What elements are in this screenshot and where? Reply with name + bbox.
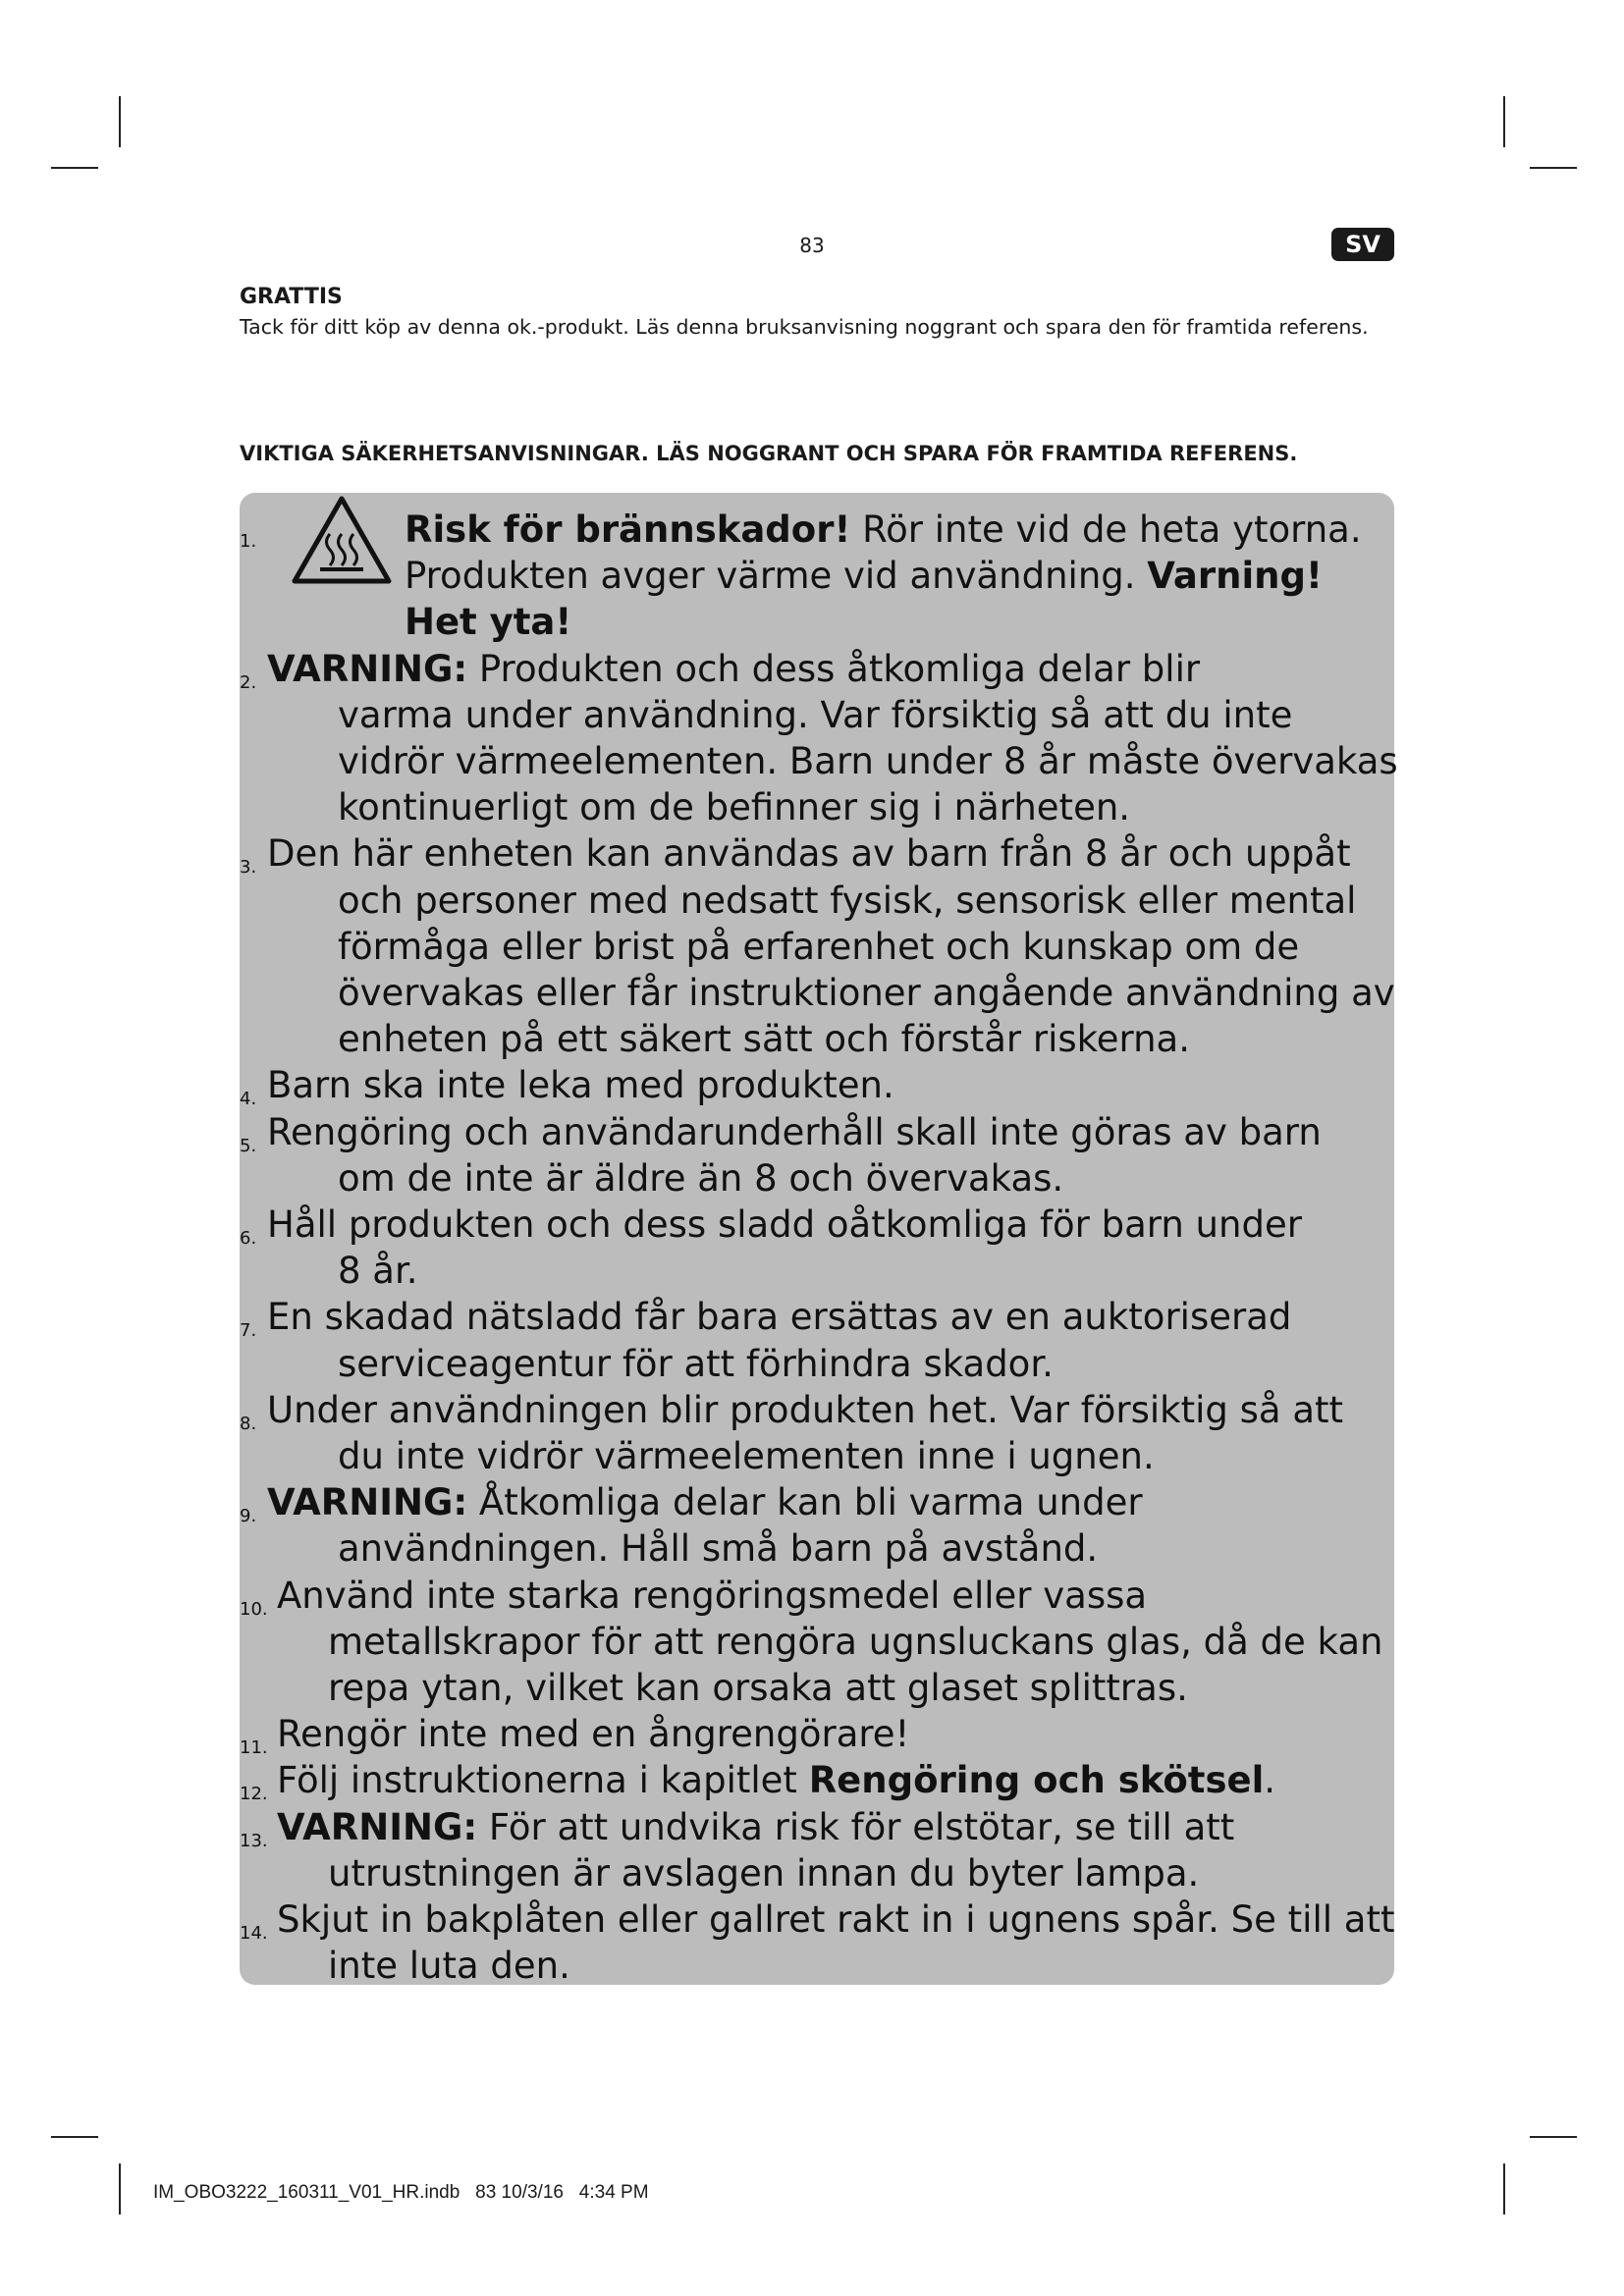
item-line [306,1525,1365,1572]
item-number: 12. [240,1784,268,1805]
safety-item [240,507,1365,646]
crop-mark [1503,2163,1505,2215]
safety-item [240,1201,1365,1294]
safety-item [240,646,1398,831]
item-number: 5. [240,1135,257,1156]
item-line [306,1341,1365,1387]
item-line [267,1062,1365,1108]
text: Använd inte starka rengöringsmedel eller vassa [277,1574,1148,1617]
item-line [306,924,1365,970]
item-number: 1. [240,531,257,552]
safety-item [240,1896,1395,1989]
safety-item [240,1294,1365,1386]
text: Under användningen blir produkten het. Var försiktig så att [267,1388,1344,1431]
intro-title: GRATTIS [240,285,343,309]
text: vidrör värmeelementen. Barn under 8 år måste övervakas [338,740,1398,783]
item-line [306,738,1398,784]
item-line [306,878,1365,924]
crop-mark [51,2136,98,2138]
text: om de inte är äldre än 8 och övervakas. [338,1156,1064,1200]
item-number: 2. [240,671,257,693]
bold-text: VARNING: [267,647,468,690]
safety-item [240,1387,1365,1479]
item-line [405,599,1365,645]
item-line [306,1155,1365,1201]
item-line [277,1711,1365,1757]
text: Produkten avger värme vid användning. [405,555,1148,598]
safety-list [240,507,1398,1990]
item-line [306,1016,1365,1062]
text: användningen. Håll små barn på avstånd. [338,1527,1099,1571]
item-line [306,1433,1365,1479]
bold-text: Varning! [1147,555,1323,598]
item-line [267,646,1365,692]
item-number: 8. [240,1413,257,1434]
intro-section [240,285,1388,341]
page-number: 83 [799,234,825,257]
text: Följ instruktionerna i kapitlet [277,1759,809,1802]
text: metallskrapor för att rengöra ugnsluckans glas, då de kan [328,1620,1383,1663]
item-line [267,1201,1365,1248]
text: Skjut in bakplåten eller gallret rakt in i ugnens spår. Se till att [277,1898,1395,1942]
safety-item [240,1573,1383,1712]
text: Rör inte vid de heta ytorna. [850,508,1362,551]
item-line [267,1387,1365,1433]
item-line [405,553,1365,599]
item-line [306,1248,1365,1294]
text: varma under användning. Var försiktig så att du inte [338,693,1293,736]
text: serviceagentur för att förhindra skador. [338,1342,1054,1385]
text: övervakas eller får instruktioner angående användning av [338,972,1395,1015]
text: kontinuerligt om de befinner sig i närheten. [338,786,1131,829]
item-number: 14. [240,1923,268,1945]
item-line [306,1619,1383,1665]
safety-heading: VIKTIGA SÄKERHETSANVISNINGAR. LÄS NOGGRANT OCH SPARA FÖR FRAMTIDA REFERENS. [240,442,1298,465]
item-line [405,507,1365,553]
print-slug: IM_OBO3222_160311_V01_HR.indb 83 10/3/16 4:34 PM [153,2182,649,2203]
item-line [306,1665,1365,1711]
item-line [306,692,1365,738]
text: En skadad nätsladd får bara ersättas av en auktoriserad [267,1296,1292,1339]
item-line [277,1896,1395,1943]
text: Åtkomliga delar kan bli varma under [467,1481,1143,1524]
crop-mark [119,2163,121,2215]
item-line [267,1479,1365,1525]
item-line [267,1109,1365,1155]
text: du inte vidrör värmeelementen inne i ugnen. [338,1435,1155,1478]
safety-instructions-box [240,493,1398,1988]
crop-mark [1530,167,1577,169]
bold-text: VARNING: [267,1481,468,1524]
item-number: 7. [240,1320,257,1342]
safety-item [240,1479,1365,1572]
item-line [306,1943,1365,1989]
safety-item [240,1062,1365,1108]
bold-text: VARNING: [277,1805,478,1848]
item-number: 3. [240,857,257,879]
text: repa ytan, vilket kan orsaka att glaset splittras. [328,1667,1188,1710]
item-number: 9. [240,1506,257,1527]
text: Den här enheten kan användas av barn från 8 år och uppåt [267,832,1351,876]
text: 8 år. [338,1250,418,1293]
text: Rengöring och användarunderhåll skall inte göras av barn [267,1110,1322,1153]
item-line [267,830,1365,877]
text: Håll produkten och dess sladd oåtkomliga för barn under [267,1203,1302,1247]
bold-text: Risk för brännskador! [405,508,851,551]
text: För att undvika risk för elstötar, se till att [477,1805,1235,1848]
item-number: 4. [240,1089,257,1110]
text: Barn ska inte leka med produkten. [267,1064,894,1107]
bold-text: Het yta! [405,601,572,644]
text: och personer med nedsatt fysisk, sensorisk eller mental [338,879,1357,922]
crop-mark [1530,2136,1577,2138]
safety-item [240,1757,1365,1803]
item-number: 6. [240,1228,257,1250]
text: utrustningen är avslagen innan du byter lampa. [328,1851,1200,1895]
crop-mark [119,96,121,147]
text: . [1264,1759,1276,1802]
safety-item [240,1109,1365,1201]
text: förmåga eller brist på erfarenhet och kunskap om de [338,925,1300,968]
text: enheten på ett säkert sätt och förstår riskerna. [338,1018,1190,1061]
safety-item [240,830,1395,1062]
item-line [306,784,1365,830]
language-badge: SV [1331,228,1394,261]
safety-item [240,1804,1365,1896]
item-line [267,1294,1365,1340]
item-number: 10. [240,1598,268,1620]
crop-mark [51,167,98,169]
item-line [277,1573,1365,1619]
item-line [277,1757,1365,1803]
intro-text: Tack för ditt köp av denna ok.-produkt. Läs denna bruksanvisning noggrant och spara den för framtida referens. [240,315,1369,339]
item-number: 13. [240,1830,268,1851]
item-number: 11. [240,1737,268,1759]
item-line [306,970,1395,1016]
text: inte luta den. [328,1945,570,1988]
text: Produkten och dess åtkomliga delar blir [467,647,1201,690]
crop-mark [1503,96,1505,147]
bold-text: Rengöring och skötsel [808,1759,1265,1802]
item-line [306,1850,1365,1896]
safety-item [240,1711,1365,1757]
text: Rengör inte med en ångrengörare! [277,1713,910,1756]
item-line [277,1804,1365,1850]
